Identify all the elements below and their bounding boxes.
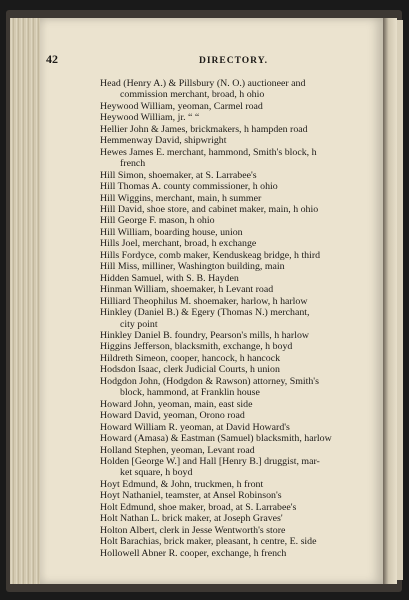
entry-line: Hoyt Nathaniel, teamster, at Ansel Robinson's — [100, 490, 282, 502]
entry-line: french — [120, 158, 146, 170]
entry-line: Hill Thomas A. county commissioner, h ohio — [100, 181, 278, 193]
entry-line: Hill Miss, milliner, Washington building, main — [100, 261, 285, 273]
entry-line: Holland Stephen, yeoman, Levant road — [100, 444, 255, 456]
entry-line: Holt Edmund, shoe maker, broad, at S. Larrabee's — [100, 501, 297, 513]
entry-line: Hodsdon Isaac, clerk Judicial Courts, h union — [100, 364, 280, 376]
book-gutter — [383, 18, 397, 584]
entry-line: Hinman William, shoemaker, h Levant road — [100, 284, 274, 296]
entry-line: Hinkley (Daniel B.) & Egery (Thomas N.) merchant, — [100, 307, 310, 319]
entry-line: Hills Joel, merchant, broad, h exchange — [100, 238, 257, 250]
entry-line: Hidden Samuel, with S. B. Hayden — [100, 272, 239, 284]
entry-line: Heywood William, yeoman, Carmel road — [100, 100, 263, 112]
entry-line: Heywood William, jr. “ “ — [100, 112, 200, 124]
entry-line: Holden [George W.] and Hall [Henry B.] druggist, mar- — [100, 455, 320, 467]
entry-line: Hill George F. mason, h ohio — [100, 215, 215, 227]
entry-line: Holton Albert, clerk in Jesse Wentworth's store — [100, 524, 286, 536]
entry-line: Hoyt Edmund, & John, truckmen, h front — [100, 478, 264, 490]
entry-line: Hill David, shoe store, and cabinet maker, main, h ohio — [100, 203, 319, 215]
entry-line: Hill William, boarding house, union — [100, 226, 243, 238]
entry-line: Howard John, yeoman, main, east side — [100, 398, 253, 410]
entry-line: Hilliard Theophilus M. shoemaker, harlow, h harlow — [100, 295, 308, 307]
entry-line: commission merchant, broad, h ohio — [120, 89, 265, 101]
entry-line: Howard William R. yeoman, at David Howard's — [100, 421, 290, 433]
page-edges — [10, 18, 41, 584]
page-number: 42 — [46, 52, 58, 66]
entry-line: ket square, h boyd — [120, 467, 193, 479]
entry-line: Hill Wiggins, merchant, main, h summer — [100, 192, 262, 204]
entry-line: Hewes James E. merchant, hammond, Smith's block, h — [100, 146, 317, 158]
entry-line: Hildreth Simeon, cooper, hancock, h hancock — [100, 352, 281, 364]
directory-entries — [100, 78, 376, 559]
entry-line: Hinkley Daniel B. foundry, Pearson's mills, h harlow — [100, 329, 310, 341]
entry-line: Hodgdon John, (Hodgdon & Rawson) attorney, Smith's — [100, 375, 319, 387]
entry-line: Head (Henry A.) & Pillsbury (N. O.) auctioneer and — [100, 78, 306, 89]
entry-line: Hemmenway David, shipwright — [100, 135, 227, 147]
entry-line: city point — [120, 318, 158, 330]
entry-line: Holt Nathan L. brick maker, at Joseph Graves' — [100, 513, 283, 525]
entry-line: Hills Fordyce, comb maker, Kenduskeag bridge, h third — [100, 249, 321, 261]
entry-line: Hellier John & James, brickmakers, h hampden road — [100, 123, 308, 135]
entry-line: Howard (Amasa) & Eastman (Samuel) blacksmith, harlow — [100, 433, 332, 445]
entry-line: Hill Simon, shoemaker, at S. Larrabee's — [100, 169, 257, 181]
running-head: DIRECTORY. — [199, 56, 269, 66]
entry-line: Howard David, yeoman, Orono road — [100, 410, 245, 422]
entry-line: Hollowell Abner R. cooper, exchange, h french — [100, 547, 287, 559]
facing-page-edge — [397, 20, 403, 580]
entry-line: block, hammond, at Franklin house — [120, 387, 260, 399]
entry-line: Holt Barachias, brick maker, pleasant, h centre, E. side — [100, 536, 317, 548]
entry-line: Higgins Jefferson, blacksmith, exchange, h boyd — [100, 341, 293, 353]
